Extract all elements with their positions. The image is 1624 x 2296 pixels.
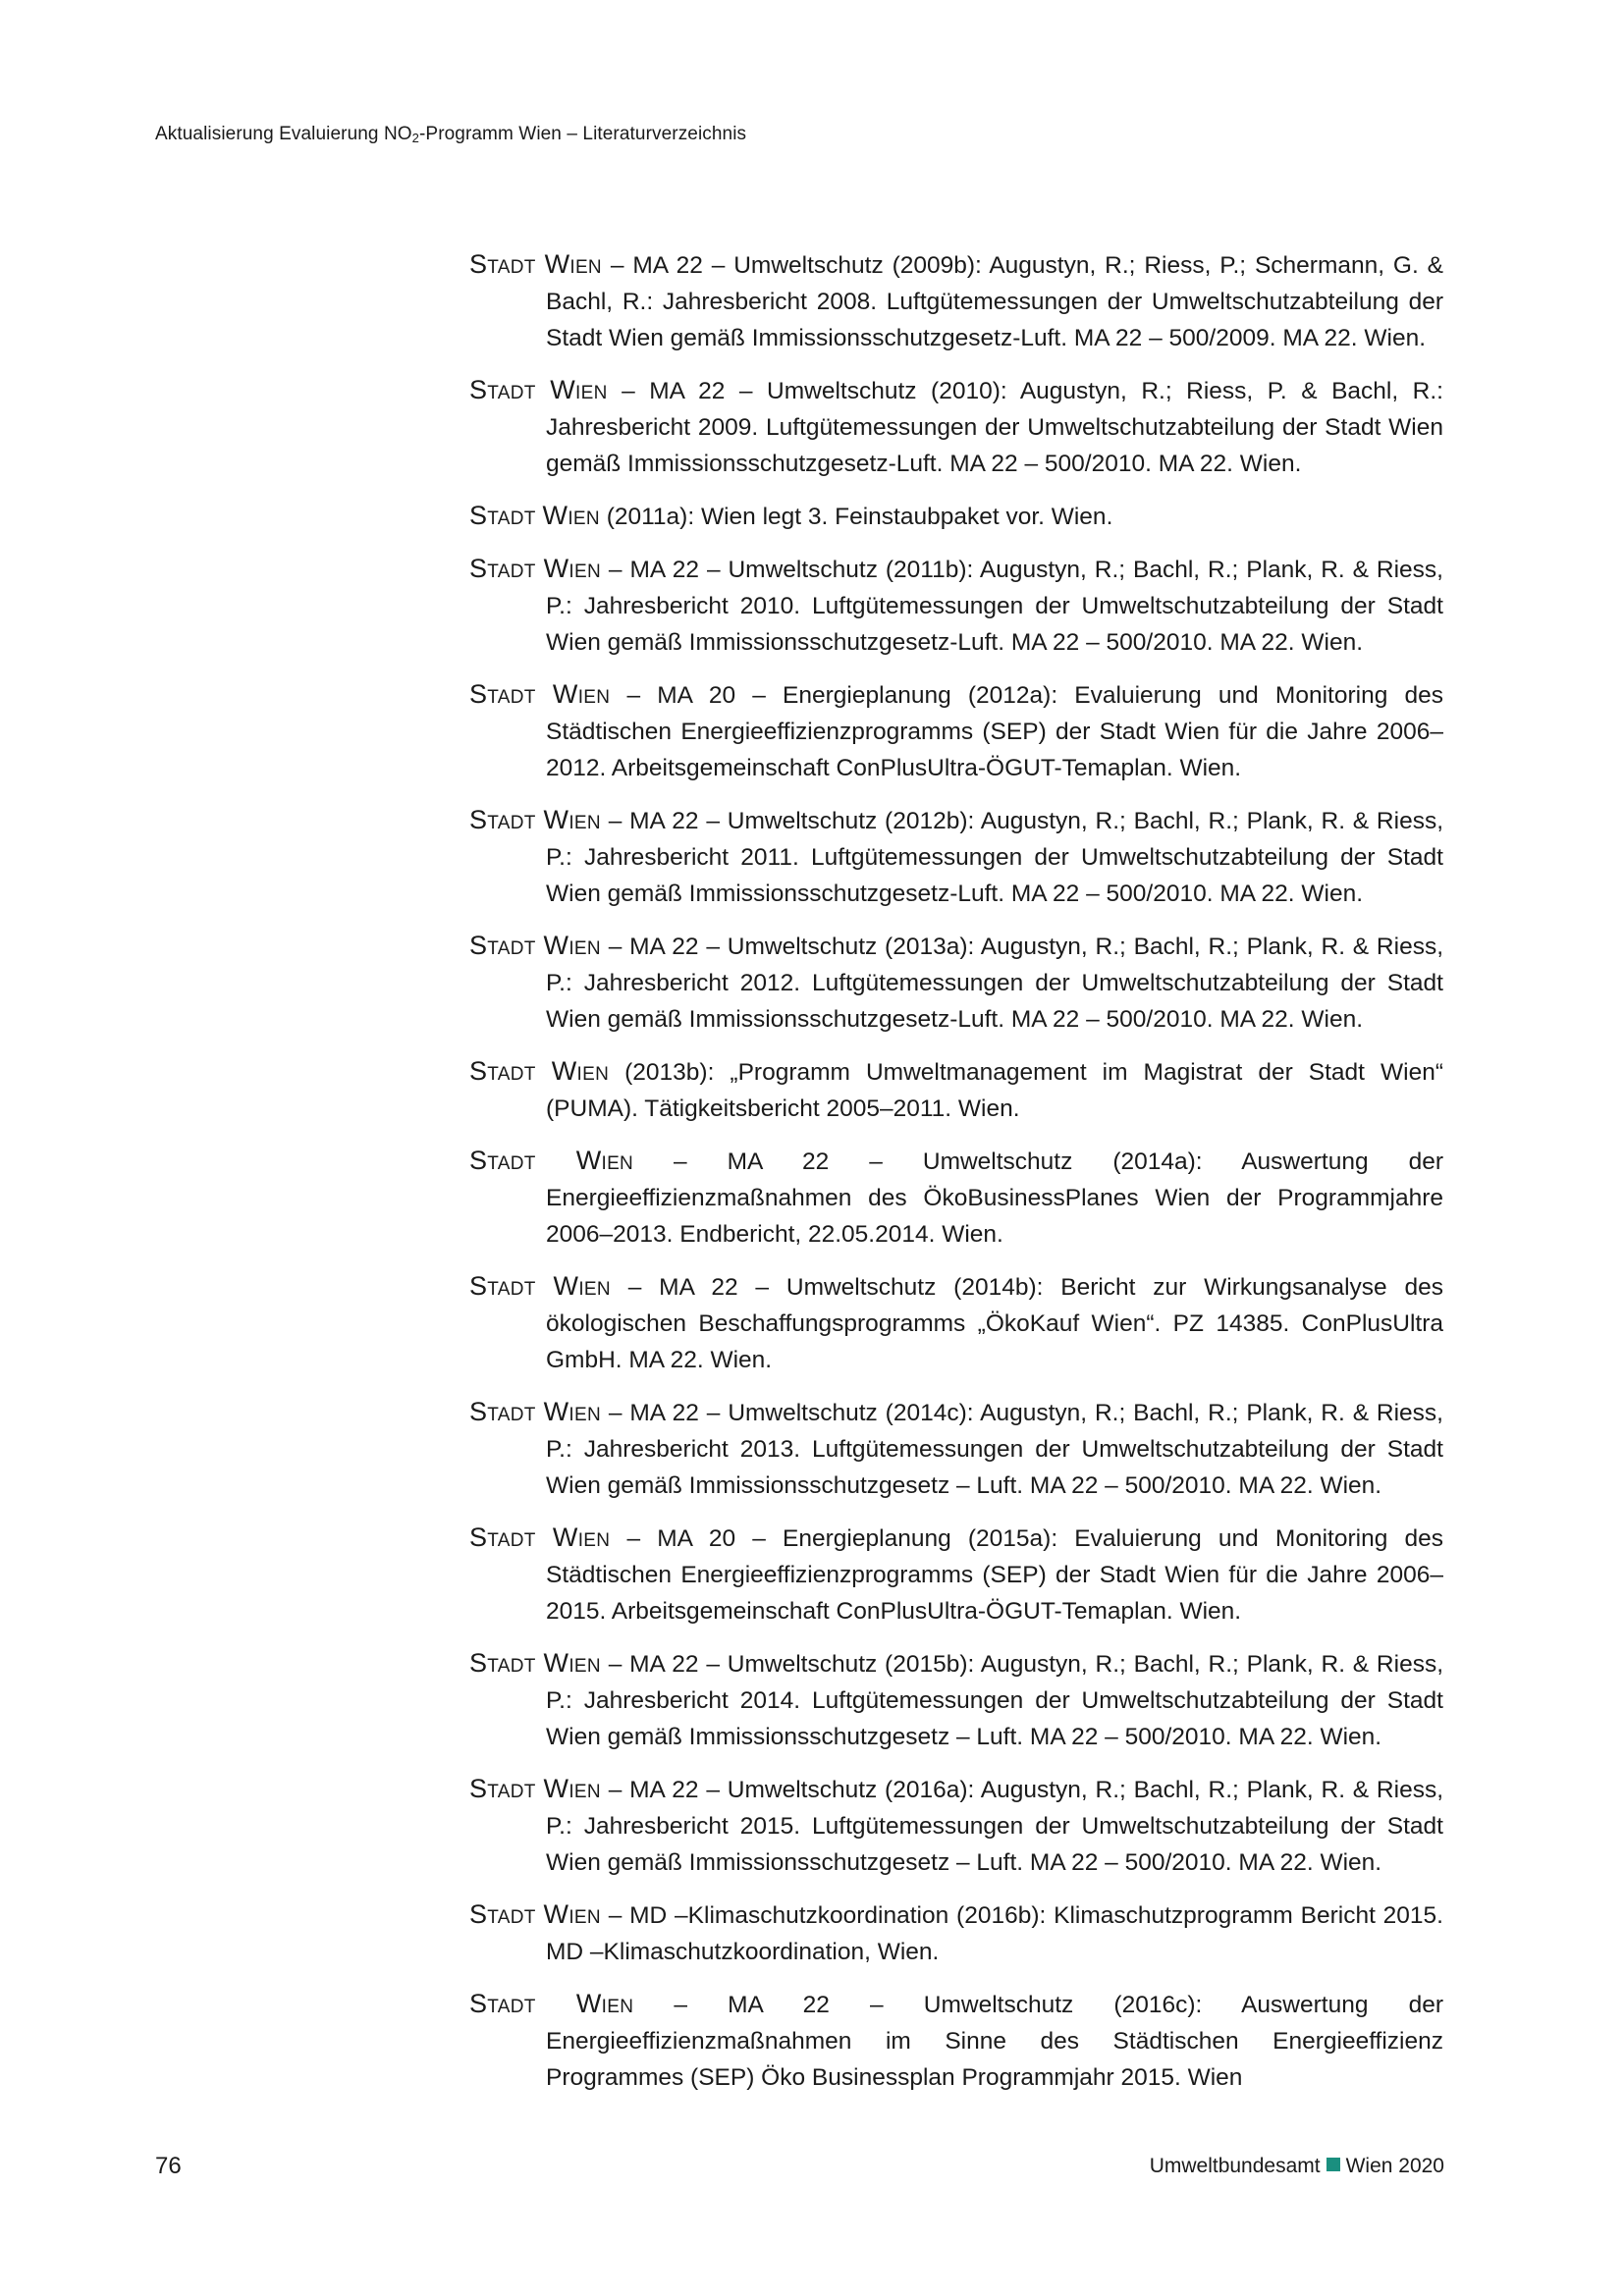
reference-author (469, 805, 601, 834)
reference-author (469, 375, 608, 404)
reference-author (469, 1989, 634, 2018)
author-stadt: Stadt (469, 1648, 536, 1678)
reference-author (469, 679, 611, 709)
reference-text: – MA 22 – Umweltschutz (2014c): Augustyn, R.; Bachl, R.; Plank, R. & Riess, P.: Jahresbericht 2013. Luftgütemessungen der Umweltschutzabteilung der Stadt Wien gemäß Immissionsschutzgesetz – Luft. MA 22 – 500/2010. MA 22. Wien. (546, 1400, 1443, 1499)
reference-entry (469, 1771, 1443, 1881)
reference-author (469, 1648, 601, 1678)
author-stadt: Stadt (469, 1271, 536, 1301)
author-wien: Wien (543, 1774, 601, 1803)
reference-author (469, 1522, 611, 1552)
reference-text: – MA 22 – Umweltschutz (2013a): Augustyn, R.; Bachl, R.; Plank, R. & Riess, P.: Jahresbericht 2012. Luftgütemessungen der Umweltschutzabteilung der Stadt Wien gemäß Immissionsschutzgesetz-Luft. MA 22 – 500/2010. MA 22. Wien. (546, 934, 1444, 1033)
reference-text: – MA 22 – Umweltschutz (2014b): Bericht zur Wirkungsanalyse des ökologischen Beschaffungsprogramms „ÖkoKauf Wien“. PZ 14385. ConPlusUltra GmbH. MA 22. Wien. (546, 1274, 1444, 1373)
reference-entry (469, 1143, 1443, 1253)
reference-text: – MA 22 – Umweltschutz (2015b): Augustyn, R.; Bachl, R.; Plank, R. & Riess, P.: Jahresbericht 2014. Luftgütemessungen der Umweltschutzabteilung der Stadt Wien gemäß Immissionsschutzgesetz – Luft. MA 22 – 500/2010. MA 22. Wien. (546, 1651, 1444, 1750)
reference-author (469, 501, 600, 530)
author-wien: Wien (575, 1989, 634, 2018)
author-wien: Wien (552, 679, 611, 709)
page-number: 76 (155, 2153, 182, 2179)
reference-text: – MA 20 – Energieplanung (2012a): Evaluierung und Monitoring des Städtischen Energieeffizienzprogramms (SEP) der Stadt Wien für die Jahre 2006–2012. Arbeitsgemeinschaft ConPlusUltra-ÖGUT-Temaplan. Wien. (546, 682, 1443, 781)
author-stadt: Stadt (469, 501, 536, 530)
reference-author (469, 1397, 601, 1426)
author-wien: Wien (544, 249, 602, 279)
author-wien: Wien (553, 1271, 611, 1301)
reference-entry (469, 246, 1443, 356)
author-stadt: Stadt (469, 931, 536, 960)
author-stadt: Stadt (469, 554, 536, 583)
author-stadt: Stadt (469, 1522, 536, 1552)
reference-author (469, 249, 602, 279)
author-stadt: Stadt (469, 375, 536, 404)
reference-text: – MA 20 – Energieplanung (2015a): Evaluierung und Monitoring des Städtischen Energieeffizienzprogramms (SEP) der Stadt Wien für die Jahre 2006–2015. Arbeitsgemeinschaft ConPlusUltra-ÖGUT-Temaplan. Wien. (546, 1525, 1443, 1625)
reference-author (469, 931, 601, 960)
author-stadt: Stadt (469, 679, 536, 709)
reference-list (469, 246, 1443, 2111)
reference-author (469, 1899, 601, 1929)
footer-place-year: Wien 2020 (1345, 2155, 1444, 2177)
running-header (155, 124, 746, 145)
reference-entry (469, 676, 1443, 786)
author-stadt: Stadt (469, 805, 536, 834)
author-wien: Wien (543, 1648, 601, 1678)
footer-imprint (1150, 2155, 1444, 2178)
reference-author (469, 554, 601, 583)
reference-text: (2011a): Wien legt 3. Feinstaubpaket vor. Wien. (599, 504, 1113, 530)
header-text: Aktualisierung Evaluierung NO (155, 124, 412, 144)
author-wien: Wien (543, 805, 601, 834)
reference-author (469, 1148, 633, 1175)
reference-text: – MA 22 – Umweltschutz (2010): Augustyn, R.; Riess, P. & Bachl, R.: Jahresbericht 2009. Luftgütemessungen der Umweltschutzabteilung der Stadt Wien gemäß Immissionsschutzgesetz-Luft. MA 22 – 500/2010. MA 22. Wien. (546, 378, 1443, 477)
reference-text: – MA 22 – Umweltschutz (2016a): Augustyn, R.; Bachl, R.; Plank, R. & Riess, P.: Jahresbericht 2015. Luftgütemessungen der Umweltschutzabteilung der Stadt Wien gemäß Immissionsschutzgesetz – Luft. MA 22 – 500/2010. MA 22. Wien. (546, 1777, 1444, 1876)
header-subscript: 2 (411, 131, 419, 145)
author-stadt: Stadt (469, 1146, 536, 1175)
author-wien: Wien (552, 1522, 611, 1552)
author-stadt: Stadt (469, 249, 536, 279)
author-wien: Wien (551, 1056, 610, 1086)
reference-entry (469, 372, 1443, 482)
author-stadt: Stadt (469, 1774, 536, 1803)
author-stadt: Stadt (469, 1397, 536, 1426)
reference-text: – MD –Klimaschutzkoordination (2016b): Klimaschutzprogramm Bericht 2015. MD –Klimaschutzkoordination, Wien. (546, 1902, 1443, 1965)
reference-text: – MA 22 – Umweltschutz (2012b): Augustyn, R.; Bachl, R.; Plank, R. & Riess, P.: Jahresbericht 2011. Luftgütemessungen der Umweltschutzabteilung der Stadt Wien gemäß Immissionsschutzgesetz-Luft. MA 22 – 500/2010. MA 22. Wien. (546, 808, 1444, 907)
reference-entry (469, 1394, 1443, 1504)
reference-entry (469, 1645, 1443, 1755)
reference-text: – MA 22 – Umweltschutz (2011b): Augustyn, R.; Bachl, R.; Plank, R. & Riess, P.: Jahresbericht 2010. Luftgütemessungen der Umweltschutzabteilung der Stadt Wien gemäß Immissionsschutzgesetz-Luft. MA 22 – 500/2010. MA 22. Wien. (546, 557, 1443, 656)
author-wien: Wien (543, 1397, 601, 1426)
reference-text: – MA 22 – Umweltschutz (2009b): Augustyn, R.; Riess, P.; Schermann, G. & Bachl, R.: Jahresbericht 2008. Luftgütemessungen der Umweltschutzabteilung der Stadt Wien gemäß Immissionsschutzgesetz-Luft. MA 22 – 500/2009. MA 22. Wien. (546, 252, 1443, 351)
header-text-suffix: -Programm Wien – Literaturverzeichnis (419, 124, 747, 144)
author-wien: Wien (575, 1146, 634, 1175)
reference-entry (469, 802, 1443, 912)
author-stadt: Stadt (469, 1056, 536, 1086)
reference-entry (469, 1986, 1443, 2096)
author-wien: Wien (543, 931, 601, 960)
reference-entry (469, 1896, 1443, 1970)
author-stadt: Stadt (469, 1899, 536, 1929)
reference-entry (469, 551, 1443, 661)
reference-text: – MA 22 – Umweltschutz (2016c): Auswertung der Energieeffizienzmaßnahmen im Sinne des Städtischen Energieeffizienz Programmes (SEP) Öko Businessplan Programmjahr 2015. Wien (546, 1992, 1443, 2091)
square-bullet-icon (1326, 2158, 1340, 2171)
author-stadt: Stadt (469, 1989, 536, 2018)
reference-author (469, 1271, 611, 1301)
reference-author (469, 1774, 601, 1803)
reference-author (469, 1056, 610, 1086)
footer-publisher: Umweltbundesamt (1149, 2155, 1321, 2177)
author-wien: Wien (550, 375, 608, 404)
author-wien: Wien (542, 501, 600, 530)
reference-entry (469, 928, 1443, 1038)
reference-entry (469, 498, 1443, 535)
reference-text: – MA 22 – Umweltschutz (2014a): Auswertung der Energieeffizienzmaßnahmen des ÖkoBusinessPlanes Wien der Programmjahre 2006–2013. Endbericht, 22.05.2014. Wien. (546, 1148, 1443, 1248)
author-wien: Wien (543, 1899, 601, 1929)
author-wien: Wien (543, 554, 601, 583)
reference-text: (2013b): „Programm Umweltmanagement im Magistrat der Stadt Wien“ (PUMA). Tätigkeitsbericht 2005–2011. Wien. (546, 1059, 1443, 1122)
reference-entry (469, 1268, 1443, 1378)
reference-entry (469, 1520, 1443, 1629)
reference-entry (469, 1053, 1443, 1127)
